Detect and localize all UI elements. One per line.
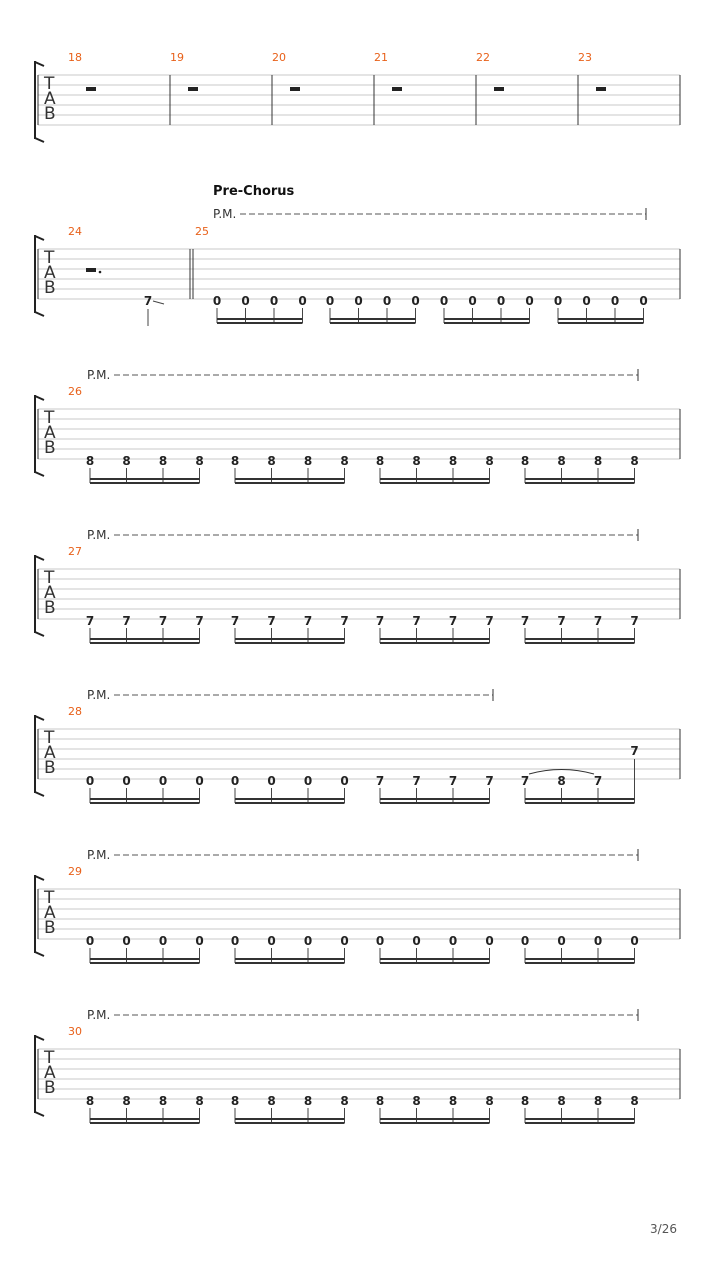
page-indicator: 3/26	[650, 1222, 677, 1236]
tab-clef-letter: T	[44, 568, 55, 588]
fret-number: 0	[557, 934, 566, 948]
fret-number: 8	[122, 1094, 131, 1108]
fret-number: 0	[340, 774, 349, 788]
tab-clef-letter: T	[44, 888, 55, 908]
system-7-bracket-bottom	[35, 1112, 44, 1116]
system-3-bracket-top	[35, 396, 44, 400]
fret-number: 8	[85, 1094, 95, 1108]
tab-clef-letter: T	[44, 408, 55, 428]
measure-number: 25	[195, 225, 209, 238]
fret-number: 0	[298, 294, 307, 308]
palm-mute-label: P.M.	[87, 528, 111, 542]
palm-mute-label: P.M.	[213, 207, 237, 221]
slide-out-mark	[153, 301, 164, 304]
tab-clef-letter: T	[44, 1048, 55, 1068]
fret-number: 7	[485, 614, 494, 628]
fret-number: 7	[85, 614, 95, 628]
system-7-bracket	[35, 1036, 36, 1112]
fret-number: 0	[593, 934, 603, 948]
rest-symbol	[392, 87, 402, 91]
fret-number: 8	[158, 454, 168, 468]
fret-number: 7	[230, 614, 240, 628]
fret-number: 7	[375, 614, 385, 628]
fret-number: 8	[630, 454, 639, 468]
system-6-bracket	[35, 876, 36, 952]
fret-number: 0	[354, 294, 363, 308]
fret-number: 7	[630, 744, 639, 758]
measure-number: 23	[578, 51, 592, 64]
fret-number: 0	[340, 934, 349, 948]
fret-number: 0	[630, 934, 639, 948]
fret-number: 7	[340, 614, 349, 628]
fret-number: 0	[241, 294, 250, 308]
fret-number: 7	[303, 614, 313, 628]
fret-number: 8	[375, 454, 385, 468]
system-2-bracket-top	[35, 236, 44, 240]
fret-number: 7	[143, 294, 153, 308]
system-5-bracket-top	[35, 716, 44, 720]
fret-number: 0	[195, 774, 204, 788]
fret-number: 7	[195, 614, 204, 628]
fret-number: 8	[520, 454, 530, 468]
fret-number: 0	[525, 294, 534, 308]
fret-number: 7	[448, 774, 458, 788]
tab-clef-letter: B	[44, 438, 56, 458]
fret-number: 8	[448, 454, 458, 468]
fret-number: 0	[553, 294, 563, 308]
fret-number: 7	[267, 614, 276, 628]
fret-number: 0	[269, 294, 279, 308]
fret-number: 0	[382, 294, 392, 308]
system-4-bracket-top	[35, 556, 44, 560]
system-6-bracket-top	[35, 876, 44, 880]
fret-number: 7	[375, 774, 385, 788]
fret-number: 8	[303, 454, 313, 468]
measure-number: 24	[68, 225, 82, 238]
fret-number: 0	[158, 774, 168, 788]
fret-number: 0	[303, 934, 313, 948]
measure-number: 22	[476, 51, 490, 64]
fret-number: 0	[212, 294, 222, 308]
fret-number: 8	[85, 454, 95, 468]
fret-number: 7	[520, 614, 530, 628]
fret-number: 8	[485, 454, 494, 468]
fret-number: 0	[520, 934, 530, 948]
fret-number: 0	[267, 934, 276, 948]
measure-number: 27	[68, 545, 82, 558]
palm-mute-label: P.M.	[87, 368, 111, 382]
rest-symbol	[86, 268, 96, 272]
tab-clef-letter: B	[44, 758, 56, 778]
fret-number: 0	[267, 774, 276, 788]
tab-clef-letter: T	[44, 728, 55, 748]
fret-number: 0	[411, 294, 420, 308]
fret-number: 0	[496, 294, 506, 308]
fret-number: 7	[520, 774, 530, 788]
palm-mute-label: P.M.	[87, 848, 111, 862]
fret-number: 0	[122, 934, 131, 948]
measure-number: 29	[68, 865, 82, 878]
tab-clef-letter: A	[44, 423, 56, 443]
system-1-bracket-bottom	[35, 138, 44, 142]
measure-number: 28	[68, 705, 82, 718]
fret-number: 8	[195, 454, 204, 468]
fret-number: 0	[485, 934, 494, 948]
system-2-bracket-bottom	[35, 312, 44, 316]
fret-number: 0	[448, 934, 458, 948]
fret-number: 0	[325, 294, 335, 308]
fret-number: 7	[593, 614, 603, 628]
system-6-bracket-bottom	[35, 952, 44, 956]
fret-number: 8	[267, 1094, 276, 1108]
fret-number: 8	[122, 454, 131, 468]
fret-number: 7	[485, 774, 494, 788]
fret-number: 0	[85, 774, 95, 788]
fret-number: 8	[448, 1094, 458, 1108]
tab-clef-letter: B	[44, 918, 56, 938]
fret-number: 8	[303, 1094, 313, 1108]
system-1-bracket-top	[35, 62, 44, 66]
system-4-bracket-bottom	[35, 632, 44, 636]
tab-clef-letter: B	[44, 598, 56, 618]
tab-clef-letter: A	[44, 1063, 56, 1083]
measure-number: 21	[374, 51, 388, 64]
fret-number: 8	[557, 774, 566, 788]
system-3-bracket	[35, 396, 36, 472]
fret-number: 8	[520, 1094, 530, 1108]
fret-number: 7	[630, 614, 639, 628]
fret-number: 0	[85, 934, 95, 948]
measure-number: 30	[68, 1025, 82, 1038]
tab-clef-letter: B	[44, 104, 56, 124]
fret-number: 8	[230, 1094, 240, 1108]
system-2-bracket	[35, 236, 36, 312]
tab-clef-letter: B	[44, 278, 56, 298]
fret-number: 8	[375, 1094, 385, 1108]
fret-number: 0	[582, 294, 591, 308]
system-3-bracket-bottom	[35, 472, 44, 476]
tab-clef-letter: T	[44, 74, 55, 94]
fret-number: 7	[412, 774, 421, 788]
tab-clef-letter: A	[44, 903, 56, 923]
fret-number: 8	[485, 1094, 494, 1108]
fret-number: 0	[195, 934, 204, 948]
fret-number: 8	[593, 1094, 603, 1108]
fret-number: 8	[195, 1094, 204, 1108]
tab-clef-letter: A	[44, 583, 56, 603]
fret-number: 8	[557, 1094, 566, 1108]
system-5-bracket	[35, 716, 36, 792]
fret-number: 8	[267, 454, 276, 468]
tab-clef-letter: B	[44, 1078, 56, 1098]
fret-number: 0	[230, 774, 240, 788]
fret-number: 8	[557, 454, 566, 468]
section-label: Pre-Chorus	[213, 184, 295, 199]
fret-number: 0	[610, 294, 620, 308]
fret-number: 8	[230, 454, 240, 468]
rest-symbol	[290, 87, 300, 91]
fret-number: 7	[122, 614, 131, 628]
fret-number: 7	[158, 614, 168, 628]
fret-number: 7	[412, 614, 421, 628]
fret-number: 0	[122, 774, 131, 788]
tab-clef-letter: A	[44, 89, 56, 109]
fret-number: 0	[230, 934, 240, 948]
fret-number: 7	[448, 614, 458, 628]
fret-number: 8	[412, 1094, 421, 1108]
fret-number: 8	[412, 454, 421, 468]
rest-symbol	[188, 87, 198, 91]
tab-clef-letter: A	[44, 743, 56, 763]
fret-number: 8	[340, 1094, 349, 1108]
system-1-bracket	[35, 62, 36, 138]
fret-number: 0	[468, 294, 477, 308]
fret-number: 8	[630, 1094, 639, 1108]
fret-number: 8	[158, 1094, 168, 1108]
tab-clef-letter: T	[44, 248, 55, 268]
palm-mute-label: P.M.	[87, 688, 111, 702]
rest-dot	[99, 271, 102, 274]
fret-number: 0	[639, 294, 648, 308]
rest-symbol	[596, 87, 606, 91]
rest-symbol	[494, 87, 504, 91]
fret-number: 0	[158, 934, 168, 948]
measure-number: 20	[272, 51, 286, 64]
rest-symbol	[86, 87, 96, 91]
fret-number: 8	[593, 454, 603, 468]
fret-number: 0	[375, 934, 385, 948]
palm-mute-label: P.M.	[87, 1008, 111, 1022]
fret-number: 0	[412, 934, 421, 948]
fret-number: 0	[439, 294, 449, 308]
measure-number: 19	[170, 51, 184, 64]
fret-number: 7	[593, 774, 603, 788]
fret-number: 0	[303, 774, 313, 788]
measure-number: 26	[68, 385, 82, 398]
system-4-bracket	[35, 556, 36, 632]
system-7-bracket-top	[35, 1036, 44, 1040]
system-5-bracket-bottom	[35, 792, 44, 796]
tab-clef-letter: A	[44, 263, 56, 283]
fret-number: 7	[557, 614, 566, 628]
measure-number: 18	[68, 51, 82, 64]
fret-number: 8	[340, 454, 349, 468]
